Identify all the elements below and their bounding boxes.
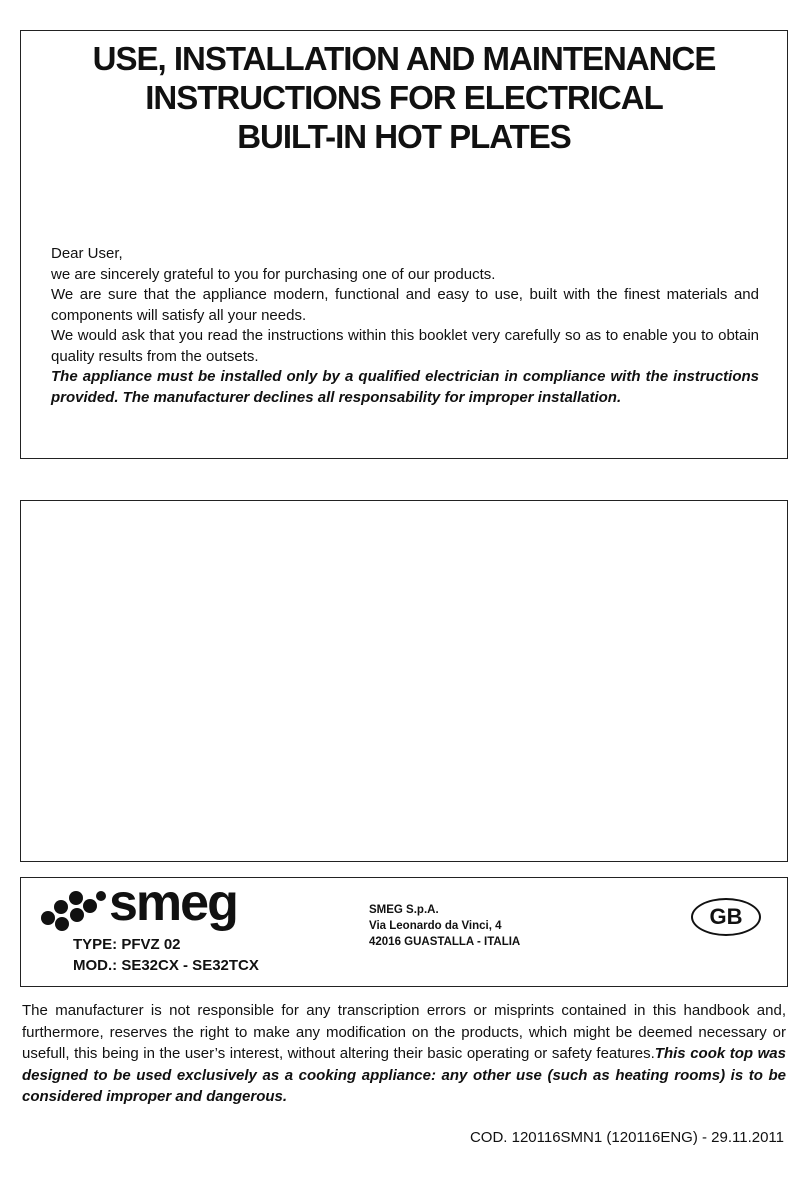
intro-box <box>20 30 788 459</box>
intro-paragraph: We are sure that the appliance modern, functional and easy to use, built with the finest materials and components will satisfy all your needs. <box>51 286 759 324</box>
disclaimer-emphasis: This cook top was designed to be used exclusively as a cooking appliance: any other use (such as heating rooms) is to be considered improper and dangerous. <box>22 1045 786 1105</box>
title-line: USE, INSTALLATION AND MAINTENANCE <box>92 40 716 77</box>
model-label: MOD.: SE32CX - SE32TCX <box>73 957 259 974</box>
title-line: INSTRUCTIONS FOR ELECTRICAL <box>145 79 663 116</box>
address-line: Via Leonardo da Vinci, 4 <box>369 920 502 932</box>
logo-wordmark: smeg <box>109 880 237 932</box>
logo-dots-icon <box>41 891 106 931</box>
country-badge: GB <box>691 898 761 936</box>
intro-greeting: Dear User, <box>51 245 123 262</box>
document-title <box>21 39 787 156</box>
intro-text <box>51 244 759 408</box>
image-placeholder-box <box>20 500 788 862</box>
address-line: SMEG S.p.A. <box>369 904 439 916</box>
address-line: 42016 GUASTALLA - ITALIA <box>369 936 521 948</box>
intro-paragraph: we are sincerely grateful to you for purchasing one of our products. <box>51 265 496 283</box>
document-code: COD. 120116SMN1 (120116ENG) - 29.11.2011 <box>469 1129 784 1146</box>
smeg-logo <box>39 880 299 936</box>
brand-box <box>20 877 788 987</box>
title-line: BUILT-IN HOT PLATES <box>237 118 571 155</box>
manufacturer-address <box>369 902 520 950</box>
installation-warning: The appliance must be installed only by a qualified electrician in compliance with the instructions provided. The manufacturer declines all responsability for improper installation. <box>51 368 759 406</box>
intro-paragraph: We would ask that you read the instructions within this booklet very carefully so as to enable you to obtain quality results from the outsets. <box>51 327 759 365</box>
disclaimer-text <box>22 1000 786 1108</box>
type-label: TYPE: PFVZ 02 <box>73 936 181 953</box>
disclaimer-normal: The manufacturer is not responsible for any transcription errors or misprints contained in this handbook and, furthermore, reserves the right to make any modification on the products, which might be deemed necessary or usefull, this being in the user’s interest, without altering their basic operating or safety features. <box>22 1002 786 1062</box>
